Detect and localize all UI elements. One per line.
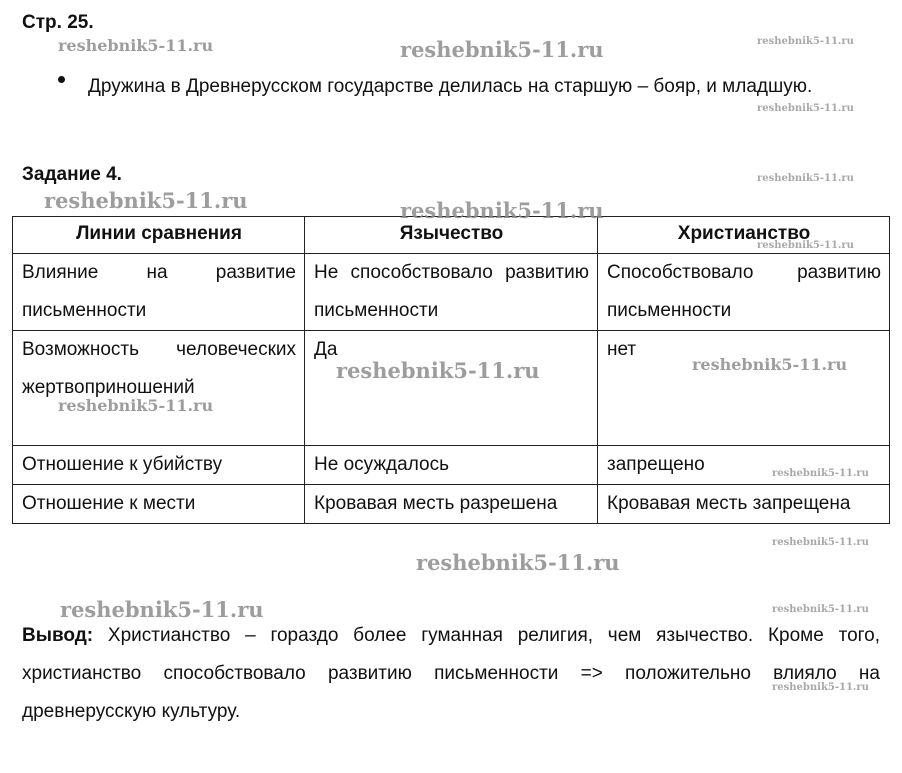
conclusion-text: Христианство – гораздо более гуманная религия, чем язычество. Кроме того, христианство способствовало развитию письменности => положительно влияло на древнерусскую культуру. — [22, 625, 880, 722]
table-row — [13, 331, 890, 446]
watermark: reshebnik5-11.ru — [772, 468, 869, 479]
column-header: Линии сравнения — [13, 217, 305, 254]
table-cell: Не способствовало развитию письменности — [305, 254, 598, 331]
table-cell: запрещено — [598, 446, 890, 485]
bullet-text: Дружина в Древнерусском государстве делилась на старшую – бояр, и младшую. — [88, 76, 813, 97]
table-cell: Возможность человеческих жертвоприношений — [13, 331, 305, 446]
watermark: reshebnik5-11.ru — [58, 396, 214, 415]
watermark: reshebnik5-11.ru — [757, 103, 854, 114]
watermark: reshebnik5-11.ru — [336, 358, 540, 383]
watermark: reshebnik5-11.ru — [772, 604, 869, 615]
conclusion-paragraph — [22, 617, 880, 731]
table-cell: Кровавая месть запрещена — [598, 485, 890, 524]
watermark: reshebnik5-11.ru — [772, 682, 869, 693]
watermark: reshebnik5-11.ru — [60, 597, 264, 622]
table-cell: Отношение к убийству — [13, 446, 305, 485]
table-cell: нет — [598, 331, 890, 446]
table-cell: Кровавая месть разрешена — [305, 485, 598, 524]
page-number-heading: Стр. 25. — [22, 12, 94, 33]
watermark: reshebnik5-11.ru — [757, 173, 854, 184]
table-cell: Да — [305, 331, 598, 446]
watermark: reshebnik5-11.ru — [757, 36, 854, 47]
watermark: reshebnik5-11.ru — [772, 537, 869, 548]
table-cell: Отношение к мести — [13, 485, 305, 524]
watermark: reshebnik5-11.ru — [400, 37, 604, 62]
bullet-dot-icon — [58, 76, 65, 83]
task-heading: Задание 4. — [22, 164, 122, 185]
table-cell: Влияние на развитие письменности — [13, 254, 305, 331]
watermark: reshebnik5-11.ru — [400, 198, 604, 223]
table-row — [13, 254, 890, 331]
table-row — [13, 485, 890, 524]
table-row — [13, 446, 890, 485]
watermark: reshebnik5-11.ru — [692, 355, 848, 374]
watermark: reshebnik5-11.ru — [416, 550, 620, 575]
column-header: Христианство — [598, 217, 890, 254]
table-cell: Способствовало развитию письменности — [598, 254, 890, 331]
table-cell: Не осуждалось — [305, 446, 598, 485]
watermark: reshebnik5-11.ru — [757, 240, 854, 251]
watermark: reshebnik5-11.ru — [58, 36, 214, 55]
watermark: reshebnik5-11.ru — [44, 188, 248, 213]
column-header: Язычество — [305, 217, 598, 254]
conclusion-label: Вывод: — [22, 625, 94, 646]
